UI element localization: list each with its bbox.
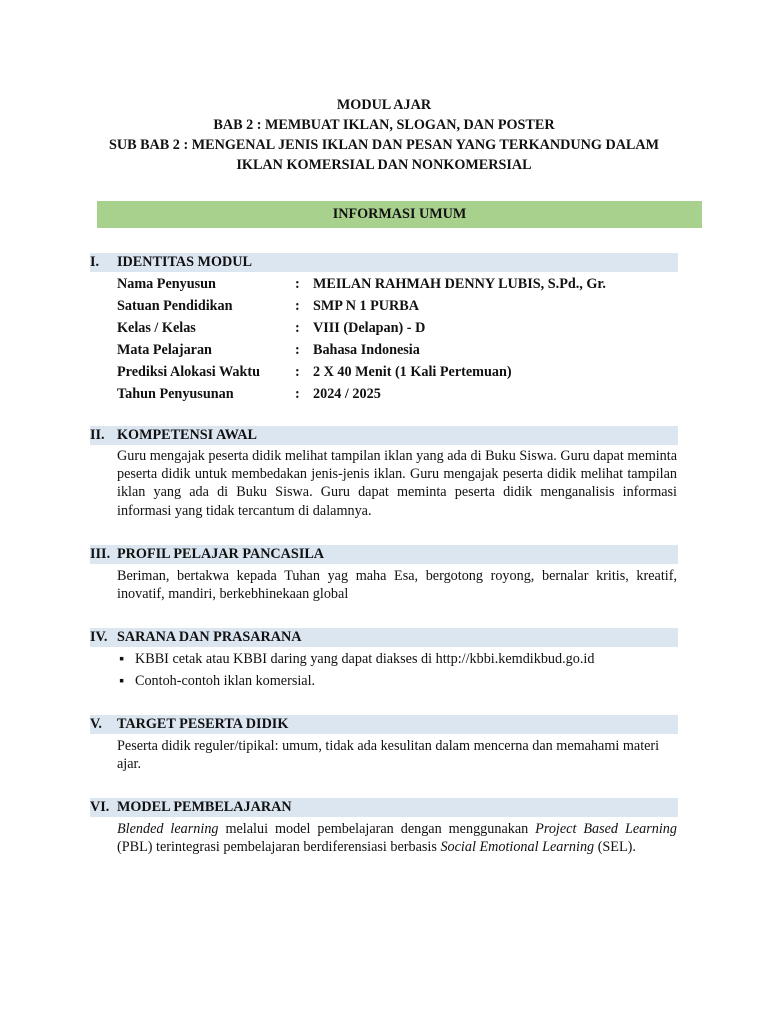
identity-value: VIII (Delapan) - D <box>313 320 426 336</box>
section-title: SARANA DAN PRASARANA <box>117 629 302 645</box>
section-title: TARGET PESERTA DIDIK <box>117 716 289 732</box>
model-term-blended: Blended learning <box>117 821 219 837</box>
section-number: III. <box>90 546 111 562</box>
document-title-block <box>0 95 768 175</box>
identity-value: 2024 / 2025 <box>313 386 381 402</box>
identity-label: Nama Penyusun <box>117 276 216 292</box>
section-number: VI. <box>90 799 110 815</box>
bullet-icon: ▪ <box>119 651 125 667</box>
identity-separator: : <box>295 386 300 402</box>
kompetensi-awal-text: Guru mengajak peserta didik melihat tampilan iklan yang ada di Buku Siswa. Guru dapat meminta peserta didik untuk membedakan jenis-jenis iklan. Guru mengajak peserta didik melihat tampilan iklan yang ada di Buku Siswa. Guru dapat meminta peserta didik menganalisis informasi informasi yang tidak tercantum di dalamnya. <box>117 448 677 519</box>
identity-value: SMP N 1 PURBA <box>313 298 420 314</box>
section-header-target <box>90 715 678 734</box>
identity-row <box>117 317 687 339</box>
identity-separator: : <box>295 364 300 380</box>
identity-separator: : <box>295 320 300 336</box>
section-number: V. <box>90 716 102 732</box>
identity-row <box>117 295 687 317</box>
list-item <box>117 670 677 692</box>
identity-separator: : <box>295 342 300 358</box>
section-header-model <box>90 798 678 817</box>
identity-separator: : <box>295 298 300 314</box>
list-item-text: KBBI cetak atau KBBI daring yang dapat diakses di http://kbbi.kemdikbud.go.id <box>135 651 595 667</box>
list-item <box>117 648 677 670</box>
profil-pelajar-text: Beriman, bertakwa kepada Tuhan yag maha Esa, bergotong royong, bernalar kritis, kreatif, inovatif, mandiri, berkebhinekaan global <box>117 568 677 603</box>
model-text-2: (PBL) terintegrasi pembelajaran berdiferensiasi berbasis <box>117 839 441 856</box>
section-title: KOMPETENSI AWAL <box>117 427 257 443</box>
model-term-pbl: Project Based Learning <box>535 821 677 837</box>
identity-label: Mata Pelajaran <box>117 342 212 358</box>
section-header-sarana <box>90 628 678 647</box>
model-pembelajaran-text <box>117 820 677 856</box>
target-peserta-text: Peserta didik reguler/tipikal: umum, tidak ada kesulitan dalam mencerna dan memahami materi ajar. <box>117 738 660 773</box>
title-bab: BAB 2 : MEMBUAT IKLAN, SLOGAN, DAN POSTER <box>213 117 555 133</box>
title-sub-bab-cont: IKLAN KOMERSIAL DAN NONKOMERSIAL <box>236 157 532 173</box>
section-number: II. <box>90 427 105 443</box>
identity-label: Prediksi Alokasi Waktu <box>117 364 260 380</box>
identity-value: MEILAN RAHMAH DENNY LUBIS, S.Pd., Gr. <box>313 276 606 292</box>
section-number: IV. <box>90 629 108 645</box>
section-header-identitas <box>90 253 678 272</box>
section-number: I. <box>90 254 100 270</box>
section-title: MODEL PEMBELAJARAN <box>117 799 292 815</box>
identity-label: Tahun Penyusunan <box>117 386 234 402</box>
identity-row <box>117 273 687 295</box>
section-header-kompetensi <box>90 426 678 445</box>
section-title: PROFIL PELAJAR PANCASILA <box>117 546 325 562</box>
identity-label: Kelas / Kelas <box>117 320 196 336</box>
title-modul-ajar: MODUL AJAR <box>336 97 432 113</box>
model-term-sel: Social Emotional Learning <box>440 839 595 856</box>
model-text-1: melalui model pembelajaran dengan menggunakan <box>218 821 536 837</box>
identity-value: Bahasa Indonesia <box>313 342 420 358</box>
section-header-profil <box>90 545 678 564</box>
identity-separator: : <box>295 276 300 292</box>
identity-row <box>117 383 687 405</box>
sarana-list <box>117 648 677 692</box>
identity-label: Satuan Pendidikan <box>117 298 233 314</box>
bullet-icon: ▪ <box>119 673 125 689</box>
identity-value: 2 X 40 Menit (1 Kali Pertemuan) <box>313 364 512 380</box>
model-text-3: (SEL). <box>594 839 636 856</box>
identity-row <box>117 361 687 383</box>
identity-table <box>117 273 687 405</box>
section-title: IDENTITAS MODUL <box>117 254 252 270</box>
identity-row <box>117 339 687 361</box>
list-item-text: Contoh-contoh iklan komersial. <box>135 673 316 689</box>
title-sub-bab: SUB BAB 2 : MENGENAL JENIS IKLAN DAN PESAN YANG TERKANDUNG DALAM <box>108 137 660 153</box>
informasi-umum-bar: INFORMASI UMUM <box>97 201 702 228</box>
